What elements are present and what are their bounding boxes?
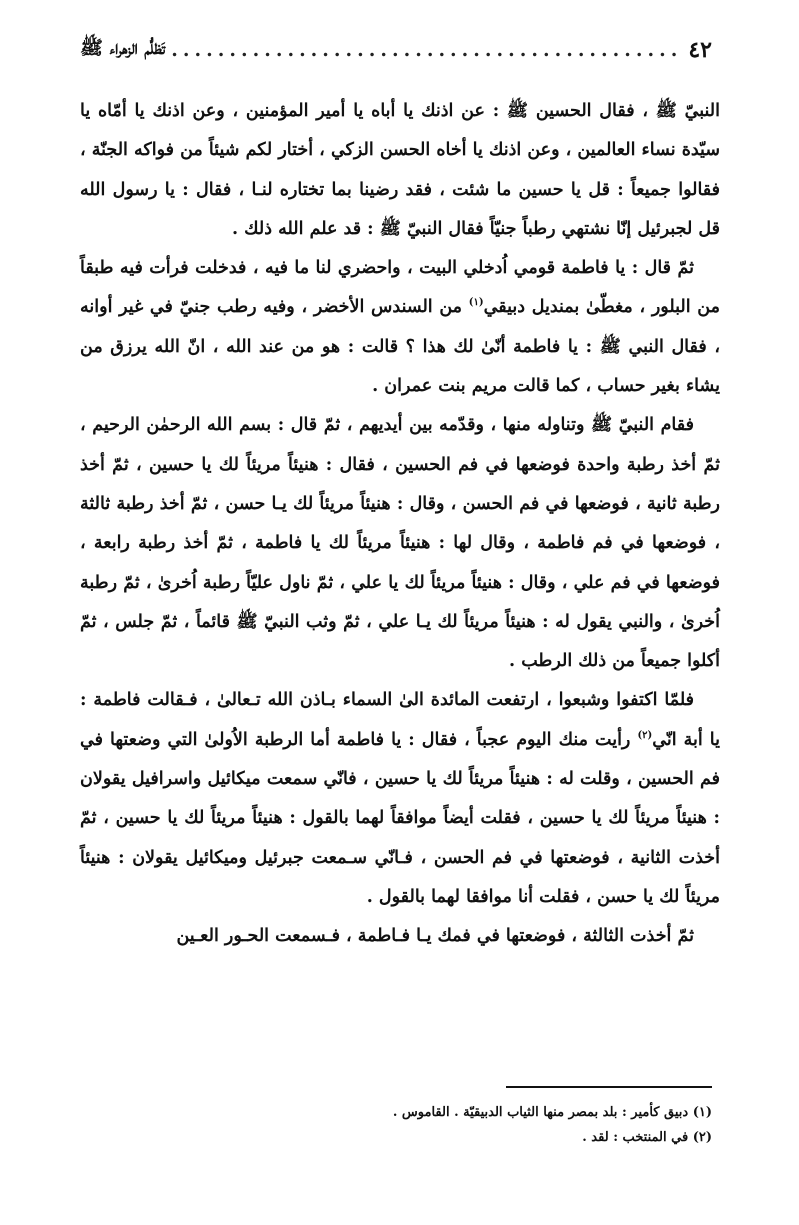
footnote: (١) دبيق كأمير : بلد بمصر منها الثياب الدبيقيّة . القاموس . — [392, 1105, 712, 1120]
paragraph-text: من السندس الأخضر ، وفيه رطب جنيّ في غير أوانه ، فقال النبي ﷺ : يا فاطمة أنّىٰ لك هذا ؟ قالت : هو من عند الله ، انّ الله يرزق من يشاء بغير حساب ، كما قالت مريم بنت عمران . — [80, 297, 720, 397]
footnote-ref[interactable]: (١) — [468, 297, 484, 309]
footnote: (٢) في المنتخب : لقد . — [582, 1130, 712, 1145]
running-title: تَظلُّم الزهراء ﷺ — [80, 37, 166, 59]
paragraph: ثمّ أخذت الثالثة ، فوضعتها في فمك يـا فـاطمة ، فـسمعت الحـور العـين — [176, 926, 694, 947]
paragraph — [80, 249, 720, 406]
paragraph — [80, 681, 720, 917]
paragraph: النبيّ ﷺ ، فقال الحسين ﷺ : عن اذنك يا أباه يا أمير المؤمنين ، وعن اذنك يا أمّاه يا سيّدة نساء العالمين ، وعن اذنك يا أخاه الحسن الزكي ، أختار لكم شيئاً من فواكه الجنّة ، فقالوا جميعاً : قل يا حسين ما شئت ، فقد رضينا بما تختاره لنـا ، فقال : يا رسول الله قل لجبرئيل إنّا نشتهي رطباً جنيّاً فقال النبيّ ﷺ : قد علم الله ذلك . — [80, 101, 720, 239]
page-number: ٤٢ — [688, 37, 712, 63]
header-leader-dots — [171, 39, 682, 61]
page-header — [80, 30, 712, 70]
footnote-ref[interactable]: (٢) — [637, 729, 653, 741]
footnotes — [200, 1100, 712, 1150]
footnote-divider — [506, 1086, 712, 1088]
paragraph-text: ثمّ قال : يا فاطمة قومي اُدخلي البيت ، واحضري لنا ما فيه ، فدخلت فرأت فيه طبقاً من البلور ، مغطّىٰ بمنديل دبيقي — [80, 258, 720, 318]
paragraph-text: رأيت منك اليوم عجباً ، فقال : يا فاطمة أما الرطبة الاُولىٰ التي وضعتها في فم الحسين ، وقلت له : هنيئاً مريئاً لك يا حسين ، فانّي سمعت ميكائيل واسرافيل يقولان : هنيئاً مريئاً لك يا حسين ، فقلت أيضاً موافقاً لهما بالقول : هنيئاً مريئاً لك يا حسين ، ثمّ أخذت الثانية ، فوضعتها في فم الحسن ، فـانّي سـمعت جبرئيل وميكائيل يقولان : هنيئاً مريئاً لك يا حسن ، فقلت أنا موافقا لهما بالقول . — [80, 729, 720, 907]
paragraph-text: فلمّا اكتفوا وشبعوا ، ارتفعت المائدة الىٰ السماء بـاذن الله تـعالىٰ ، فـقالت فاطمة : يا أبة انّي — [80, 690, 720, 750]
paragraph: فقام النبيّ ﷺ وتناوله منها ، وقدّمه بين أيديهم ، ثمّ قال : بسم الله الرحمٰن الرحيم ، ثمّ أخذ رطبة واحدة فوضعها في فم الحسين ، فقال : هنيئاً مريئاً لك يا حسين ، ثمّ أخذ رطبة ثانية ، فوضعها في فم الحسن ، وقال : هنيئاً مريئاً لك يـا حسن ، ثمّ أخذ رطبة ثالثة ، فوضعها في فم فاطمة ، وقال لها : هنيئاً مريئاً لك يا فاطمة ، ثمّ أخذ رطبة رابعة ، فوضعها في فم علي ، وقال : هنيئاً مريئاً لك يا علي ، ثمّ ناول عليّاً رطبة اُخرىٰ ، ثمّ رطبة اُخرىٰ ، والنبي يقول له : هنيئاً مريئاً لك يـا علي ، ثمّ وثب النبيّ ﷺ قائماً ، ثمّ جلس ، ثمّ أكلوا جميعاً من ذلك الرطب . — [80, 415, 720, 672]
main-text — [80, 92, 720, 957]
